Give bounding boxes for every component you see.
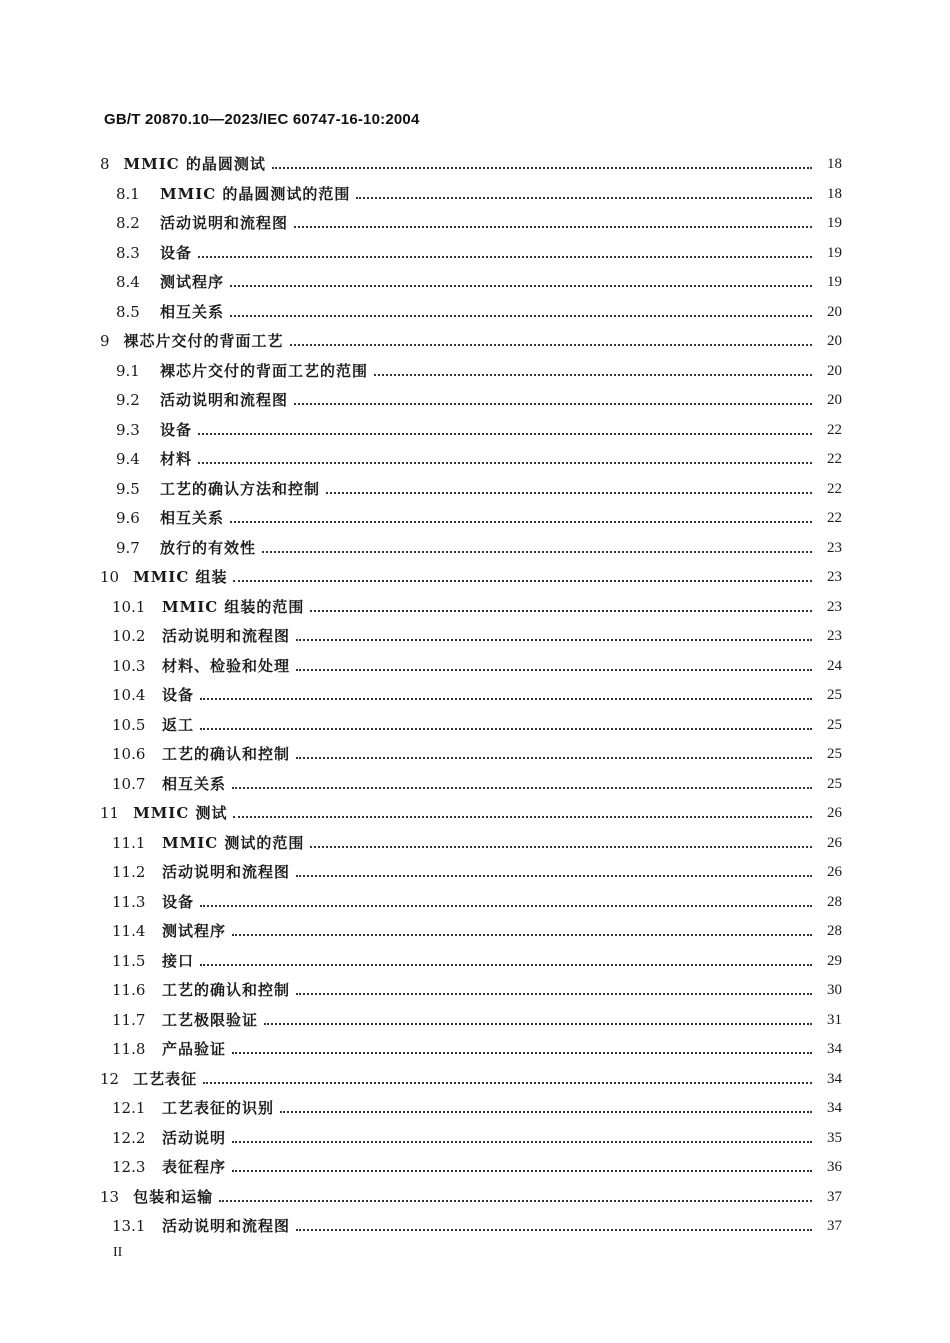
toc-entry-page: 30 — [827, 982, 842, 998]
toc-entry-page: 36 — [827, 1159, 842, 1175]
toc-entry-title: 返工 — [162, 715, 195, 734]
toc-entry-title: 设备 — [162, 892, 195, 911]
toc-entry-title: 活动说明 — [162, 1128, 227, 1147]
toc-entry-page: 34 — [827, 1041, 842, 1057]
toc-entry-title: 表征程序 — [162, 1158, 227, 1176]
toc-entry-title: 工艺的确认和控制 — [162, 745, 291, 763]
toc-entry-number: 11.2 — [112, 863, 146, 881]
toc-leader-dots — [280, 1111, 812, 1113]
toc-entry-title: 相互关系 — [160, 302, 225, 321]
toc-leader-dots — [232, 934, 812, 936]
toc-leader-dots — [200, 905, 812, 907]
toc-entry[interactable] — [0, 655, 842, 677]
toc-leader-dots — [296, 1229, 812, 1231]
toc-entry-number: 10.5 — [112, 715, 146, 734]
toc-leader-dots — [203, 1082, 812, 1084]
toc-entry-number: 8.4 — [116, 273, 140, 291]
toc-entry[interactable] — [0, 773, 842, 795]
toc-leader-dots — [262, 551, 812, 553]
toc-leader-dots — [290, 344, 812, 346]
toc-entry-page: 37 — [827, 1188, 842, 1205]
toc-leader-dots — [198, 256, 812, 258]
toc-entry-page: 35 — [827, 1129, 842, 1146]
toc-entry-page: 31 — [827, 1011, 842, 1028]
toc-leader-dots — [294, 226, 812, 228]
toc-entry-title: 测试程序 — [160, 273, 225, 291]
toc-entry-number: 10.3 — [112, 656, 146, 675]
toc-entry-number: 8.5 — [116, 302, 140, 321]
toc-entry[interactable] — [0, 153, 842, 175]
toc-entry-page: 22 — [827, 421, 842, 438]
toc-entry[interactable] — [0, 301, 842, 323]
toc-entry-page: 25 — [827, 775, 842, 792]
toc-entry-title: 工艺的确认方法和控制 — [160, 479, 321, 498]
toc-entry-page: 20 — [827, 333, 842, 349]
toc-entry-title: 材料 — [160, 450, 193, 468]
toc-entry-number: 8 — [100, 155, 110, 173]
toc-entry-number: 11.3 — [112, 892, 146, 911]
toc-entry[interactable] — [0, 212, 842, 234]
toc-entry-title: 工艺表征的识别 — [162, 1099, 275, 1117]
toc-entry-page: 18 — [827, 185, 842, 202]
standard-id-header: GB/T 20870.10—2023/IEC 60747-16-10:2004 — [104, 111, 420, 128]
toc-entry-number: 10.7 — [112, 774, 146, 793]
toc-leader-dots — [198, 462, 812, 464]
toc-leader-dots — [374, 374, 812, 376]
toc-leader-dots — [200, 698, 812, 700]
toc-leader-dots — [294, 403, 812, 405]
toc-entry-title: MMIC 测试 — [133, 804, 228, 822]
toc-entry-number: 11.8 — [112, 1040, 146, 1058]
toc-entry-page: 23 — [827, 569, 842, 585]
toc-entry-number: 10 — [100, 568, 120, 586]
toc-entry-page: 22 — [827, 480, 842, 497]
toc-entry-title: 裸芯片交付的背面工艺 — [123, 332, 284, 350]
toc-leader-dots — [200, 964, 812, 966]
toc-entry-page: 22 — [827, 451, 842, 467]
toc-entry-page: 25 — [827, 716, 842, 733]
toc-entry-page: 34 — [827, 1070, 842, 1087]
toc-entry-number: 11.7 — [112, 1010, 146, 1029]
toc-entry-title: 活动说明和流程图 — [160, 214, 289, 232]
toc-entry-title: 活动说明和流程图 — [162, 1217, 291, 1235]
toc-entry-page: 18 — [827, 156, 842, 172]
toc-leader-dots — [230, 315, 812, 317]
toc-entry-number: 12 — [100, 1069, 120, 1088]
toc-entry-number: 9 — [100, 332, 110, 350]
toc-entry[interactable] — [0, 1215, 842, 1237]
toc-entry[interactable] — [0, 419, 842, 441]
toc-leader-dots — [264, 1023, 812, 1025]
toc-entry-number: 11.1 — [112, 833, 146, 852]
toc-entry[interactable] — [0, 979, 842, 1001]
toc-entry[interactable] — [0, 183, 842, 205]
toc-leader-dots — [326, 492, 812, 494]
toc-entry-number: 10.1 — [112, 597, 146, 616]
toc-entry-number: 8.2 — [116, 214, 140, 232]
toc-entry[interactable] — [0, 1186, 842, 1208]
toc-entry-number: 12.1 — [112, 1099, 146, 1117]
toc-leader-dots — [233, 816, 812, 818]
toc-entry-number: 10.4 — [112, 686, 146, 704]
toc-entry[interactable] — [0, 1068, 842, 1090]
toc-entry-title: 活动说明和流程图 — [162, 863, 291, 881]
toc-entry-title: 裸芯片交付的背面工艺的范围 — [160, 361, 369, 380]
toc-entry-title: 工艺极限验证 — [162, 1010, 259, 1029]
toc-entry[interactable] — [0, 625, 842, 647]
toc-entry[interactable] — [0, 1156, 842, 1178]
toc-entry-number: 9.1 — [116, 361, 140, 380]
toc-entry-page: 20 — [827, 392, 842, 408]
toc-entry[interactable] — [0, 242, 842, 264]
toc-entry[interactable] — [0, 1038, 842, 1060]
toc-leader-dots — [233, 580, 812, 582]
toc-entry-number: 9.6 — [116, 509, 140, 527]
toc-leader-dots — [232, 787, 812, 789]
toc-entry-title: 产品验证 — [162, 1040, 227, 1058]
toc-entry-title: 设备 — [162, 686, 195, 704]
toc-entry-title: 测试程序 — [162, 922, 227, 940]
toc-leader-dots — [310, 846, 812, 848]
toc-leader-dots — [296, 639, 812, 641]
toc-leader-dots — [219, 1200, 812, 1202]
toc-entry-page: 22 — [827, 510, 842, 526]
toc-entry-title: 设备 — [160, 243, 193, 262]
toc-entry[interactable] — [0, 271, 842, 293]
toc-entry-page: 26 — [827, 805, 842, 821]
toc-entry-page: 28 — [827, 893, 842, 910]
toc-entry-title: 接口 — [162, 951, 195, 970]
toc-entry[interactable] — [0, 920, 842, 942]
toc-entry[interactable] — [0, 684, 842, 706]
toc-entry-title: MMIC 测试的范围 — [162, 833, 305, 852]
toc-leader-dots — [230, 285, 812, 287]
toc-entry-title: MMIC 组装 — [133, 568, 228, 586]
toc-entry-page: 19 — [827, 215, 842, 231]
toc-entry[interactable] — [0, 448, 842, 470]
toc-leader-dots — [272, 167, 812, 169]
toc-entry-number: 11.5 — [112, 951, 146, 970]
toc-entry-title: 相互关系 — [162, 774, 227, 793]
toc-leader-dots — [310, 610, 812, 612]
toc-entry-page: 37 — [827, 1218, 842, 1234]
toc-entry[interactable] — [0, 1097, 842, 1119]
toc-entry-title: 工艺表征 — [133, 1069, 198, 1088]
toc-entry[interactable] — [0, 714, 842, 736]
toc-entry-title: 材料、检验和处理 — [162, 656, 291, 675]
toc-entry-number: 8.3 — [116, 243, 140, 262]
toc-entry-page: 25 — [827, 687, 842, 703]
toc-entry[interactable] — [0, 360, 842, 382]
toc-leader-dots — [200, 728, 812, 730]
toc-entry-title: 设备 — [160, 420, 193, 439]
toc-entry-number: 9.7 — [116, 538, 140, 557]
toc-entry[interactable] — [0, 596, 842, 618]
toc-entry-number: 11.4 — [112, 922, 146, 940]
toc-entry-number: 10.6 — [112, 745, 146, 763]
toc-entry-title: MMIC 的晶圆测试 — [123, 155, 266, 173]
toc-entry-page: 23 — [827, 598, 842, 615]
toc-entry[interactable] — [0, 891, 842, 913]
toc-entry[interactable] — [0, 743, 842, 765]
toc-entry-title: 活动说明和流程图 — [162, 627, 291, 645]
toc-entry-number: 9.5 — [116, 479, 140, 498]
toc-entry[interactable] — [0, 832, 842, 854]
toc-entry-number: 12.2 — [112, 1128, 146, 1147]
toc-entry-title: 活动说明和流程图 — [160, 391, 289, 409]
toc-entry[interactable] — [0, 537, 842, 559]
toc-entry[interactable] — [0, 861, 842, 883]
toc-entry-number: 10.2 — [112, 627, 146, 645]
toc-entry-title: 工艺的确认和控制 — [162, 981, 291, 999]
toc-entry[interactable] — [0, 389, 842, 411]
toc-entry[interactable] — [0, 507, 842, 529]
toc-entry-number: 11 — [100, 804, 120, 822]
toc-entry[interactable] — [0, 330, 842, 352]
toc-leader-dots — [232, 1170, 812, 1172]
toc-leader-dots — [296, 757, 812, 759]
toc-entry[interactable] — [0, 1127, 842, 1149]
toc-entry[interactable] — [0, 802, 842, 824]
toc-entry[interactable] — [0, 566, 842, 588]
toc-entry-page: 34 — [827, 1100, 842, 1116]
toc-entry-title: 相互关系 — [160, 509, 225, 527]
toc-entry-page: 26 — [827, 834, 842, 851]
toc-entry-page: 29 — [827, 952, 842, 969]
toc-entry-number: 9.2 — [116, 391, 140, 409]
toc-entry-title: MMIC 组装的范围 — [162, 597, 305, 616]
toc-entry-title: 包装和运输 — [133, 1187, 214, 1206]
toc-leader-dots — [296, 669, 812, 671]
toc-entry-page: 20 — [827, 362, 842, 379]
toc-entry-page: 23 — [827, 539, 842, 556]
toc-entry-number: 9.4 — [116, 450, 140, 468]
toc-entry-title: MMIC 的晶圆测试的范围 — [160, 184, 351, 203]
toc-entry-number: 12.3 — [112, 1158, 146, 1176]
toc-leader-dots — [198, 433, 812, 435]
toc-entry-page: 19 — [827, 244, 842, 261]
toc-entry-page: 19 — [827, 274, 842, 290]
toc-entry-page: 20 — [827, 303, 842, 320]
page-number: II — [113, 1245, 123, 1260]
toc-leader-dots — [296, 875, 812, 877]
toc-entry-page: 25 — [827, 746, 842, 762]
toc-leader-dots — [232, 1052, 812, 1054]
toc-entry[interactable] — [0, 950, 842, 972]
toc-entry-number: 13 — [100, 1187, 120, 1206]
toc-entry[interactable] — [0, 1009, 842, 1031]
toc-entry-page: 26 — [827, 864, 842, 880]
toc-entry[interactable] — [0, 478, 842, 500]
toc-leader-dots — [356, 197, 812, 199]
toc-leader-dots — [296, 993, 812, 995]
toc-entry-number: 8.1 — [116, 184, 140, 203]
toc-entry-number: 13.1 — [112, 1217, 146, 1235]
toc-leader-dots — [230, 521, 812, 523]
toc-entry-page: 24 — [827, 657, 842, 674]
toc-entry-number: 9.3 — [116, 420, 140, 439]
toc-entry-page: 23 — [827, 628, 842, 644]
toc-entry-title: 放行的有效性 — [160, 538, 257, 557]
toc-leader-dots — [232, 1141, 812, 1143]
toc-entry-number: 11.6 — [112, 981, 146, 999]
toc-entry-page: 28 — [827, 923, 842, 939]
